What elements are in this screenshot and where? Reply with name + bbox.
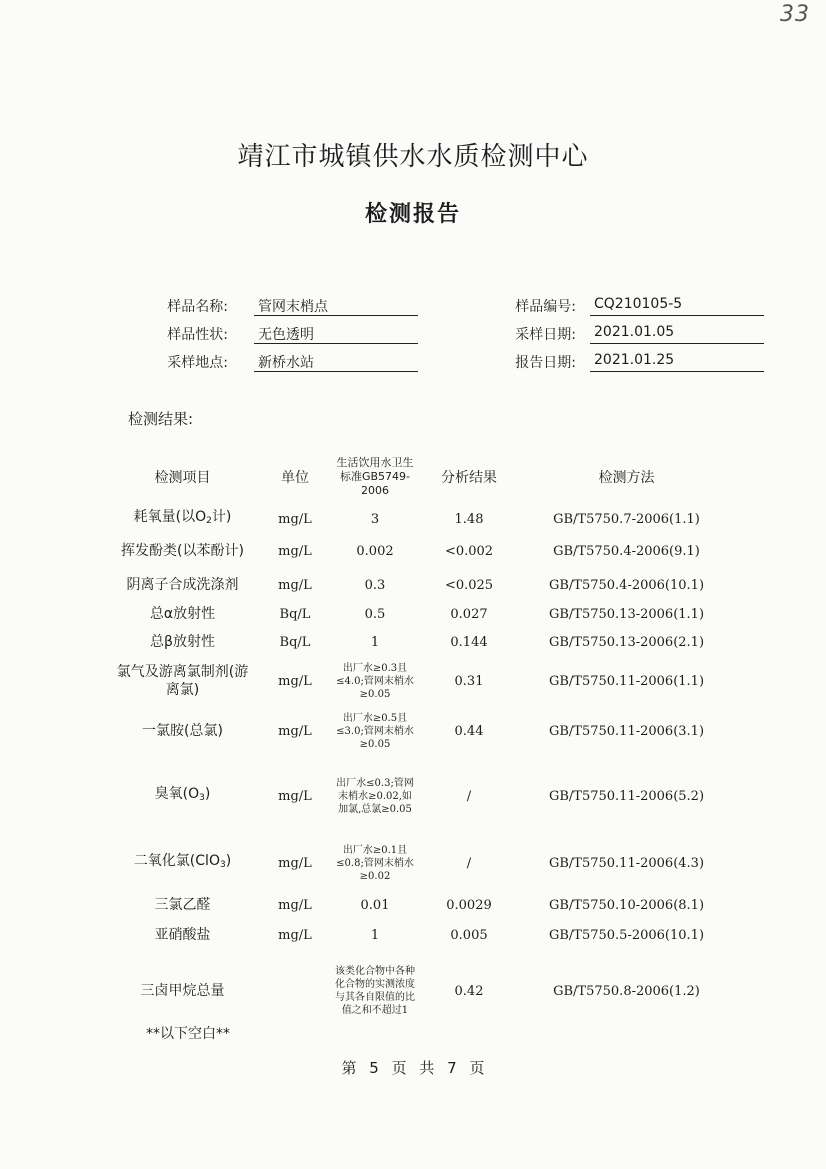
row-standard: 0.002 (356, 543, 394, 559)
sample-state-value: 无色透明 (254, 324, 418, 344)
table-row (110, 570, 730, 600)
blank-below-note: **以下空白** (146, 1026, 230, 1042)
row-unit: mg/L (278, 927, 312, 943)
sample-id-label: 样品编号: (515, 299, 576, 315)
table-row (110, 532, 730, 570)
row-method: GB/T5750.13-2006(1.1) (548, 606, 705, 622)
page-number: 第 5 页 共 7 页 (341, 1059, 485, 1077)
row-item: 三氯乙醛 (154, 897, 211, 913)
row-item: 挥发酚类(以苯酚计) (121, 543, 244, 559)
row-method: GB/T5750.11-2006(1.1) (548, 673, 705, 689)
row-item: 三卤甲烷总量 (140, 983, 225, 999)
row-result: 0.027 (450, 606, 488, 622)
report-date-value: 2021.01.25 (590, 352, 764, 372)
row-method: GB/T5750.4-2006(10.1) (548, 577, 705, 593)
sampling-date-label: 采样日期: (515, 327, 576, 343)
row-method: GB/T5750.5-2006(10.1) (548, 927, 705, 943)
row-unit: mg/L (278, 511, 312, 527)
row-standard: 出厂水≥0.1且≤0.8;管网末梢水≥0.02 (336, 844, 414, 882)
row-item: 臭氧$(O_3)$ (154, 786, 211, 803)
sampling-date-value: 2021.01.05 (590, 324, 764, 344)
row-method: GB/T5750.8-2006(1.2) (553, 983, 700, 999)
row-result: 0.42 (454, 983, 484, 999)
row-method: GB/T5750.4-2006(9.1) (553, 543, 700, 559)
row-result: 0.0029 (446, 897, 492, 913)
row-item: 亚硝酸盐 (154, 927, 211, 943)
row-method: GB/T5750.10-2006(8.1) (548, 897, 705, 913)
row-result: 0.005 (450, 927, 488, 943)
header-method: 检测方法 (598, 470, 655, 486)
table-row (110, 950, 730, 1032)
row-unit: Bq/L (279, 606, 311, 622)
table-row (110, 756, 730, 836)
row-unit: mg/L (278, 673, 312, 689)
row-standard: 3 (370, 511, 380, 527)
table-row (110, 600, 730, 628)
sample-name-value: 管网末梢点 (254, 296, 418, 316)
row-unit: mg/L (278, 577, 312, 593)
table-row (110, 628, 730, 656)
results-label: 检测结果: (128, 410, 194, 428)
header-unit: 单位 (281, 470, 309, 486)
row-unit (255, 950, 335, 1032)
sample-name-label: 样品名称: (167, 299, 228, 315)
handwritten-page-mark: 33 (780, 2, 810, 27)
row-result: <0.025 (444, 577, 494, 593)
row-result: 0.44 (454, 723, 484, 739)
row-method: GB/T5750.13-2006(2.1) (548, 634, 705, 650)
row-item: 氯气及游离氯制剂(游离氯) (116, 664, 249, 698)
row-unit: Bq/L (279, 634, 311, 650)
row-result: / (466, 788, 472, 804)
row-item: 总α放射性 (149, 606, 216, 622)
header-result: 分析结果 (441, 470, 497, 486)
row-standard: 出厂水≥0.3且≤4.0;管网末梢水≥0.05 (336, 662, 414, 700)
row-result: 1.48 (454, 511, 484, 527)
row-method: GB/T5750.11-2006(5.2) (548, 788, 705, 804)
table-row (110, 890, 730, 920)
row-item: 耗氧量(以$O_2$计) (133, 509, 232, 526)
row-unit: mg/L (278, 543, 312, 559)
row-standard: 出厂水≥0.5且≤3.0;管网末梢水≥0.05 (336, 712, 414, 750)
header-item: 检测项目 (154, 470, 211, 486)
row-unit: mg/L (278, 855, 312, 871)
table-row (110, 920, 730, 950)
row-result: <0.002 (444, 543, 494, 559)
info-row-3 (0, 352, 826, 374)
row-standard: 0.5 (364, 606, 386, 622)
row-result: / (466, 855, 472, 871)
table-row (110, 656, 730, 706)
table-row (110, 506, 730, 532)
row-result: 0.144 (450, 634, 488, 650)
header-standard: 生活饮用水卫生标准GB5749-2006 (336, 456, 414, 497)
table-row (110, 836, 730, 890)
row-unit: mg/L (278, 897, 312, 913)
row-method: GB/T5750.7-2006(1.1) (553, 511, 700, 527)
info-row-2 (0, 324, 826, 346)
row-item: 一氯胺(总氯) (142, 723, 223, 739)
table-header-row (110, 448, 730, 506)
row-standard: 0.3 (364, 577, 386, 593)
row-result: 0.31 (454, 673, 484, 689)
row-item: 总β放射性 (150, 634, 215, 650)
row-standard: 该类化合物中各种化合物的实测浓度与其各自限值的比值之和不超过1 (335, 966, 415, 1016)
row-method: GB/T5750.11-2006(4.3) (548, 855, 705, 871)
row-unit: mg/L (278, 723, 312, 739)
row-item: 二氧化氯(ClO$_3$) (133, 853, 232, 870)
institution-name: 靖江市城镇供水水质检测中心 (237, 142, 589, 172)
report-title: 检测报告 (364, 202, 461, 227)
report-date-label: 报告日期: (515, 355, 576, 371)
row-standard: 0.01 (360, 897, 390, 913)
row-standard: 1 (370, 634, 380, 650)
sampling-site-label: 采样地点: (167, 355, 228, 371)
results-table (110, 448, 730, 1032)
row-unit: mg/L (278, 788, 312, 804)
row-standard: 1 (370, 927, 380, 943)
sample-state-label: 样品性状: (167, 327, 228, 343)
row-standard: 出厂水≤0.3;管网末梢水≥0.02,如加氯,总氯≥0.05 (336, 777, 414, 815)
info-row-1 (0, 296, 826, 318)
sample-id-value: CQ210105-5 (590, 296, 764, 316)
sampling-site-value: 新桥水站 (254, 352, 418, 372)
row-method: GB/T5750.11-2006(3.1) (548, 723, 705, 739)
row-item: 阴离子合成洗涤剂 (126, 577, 239, 593)
table-row (110, 706, 730, 756)
